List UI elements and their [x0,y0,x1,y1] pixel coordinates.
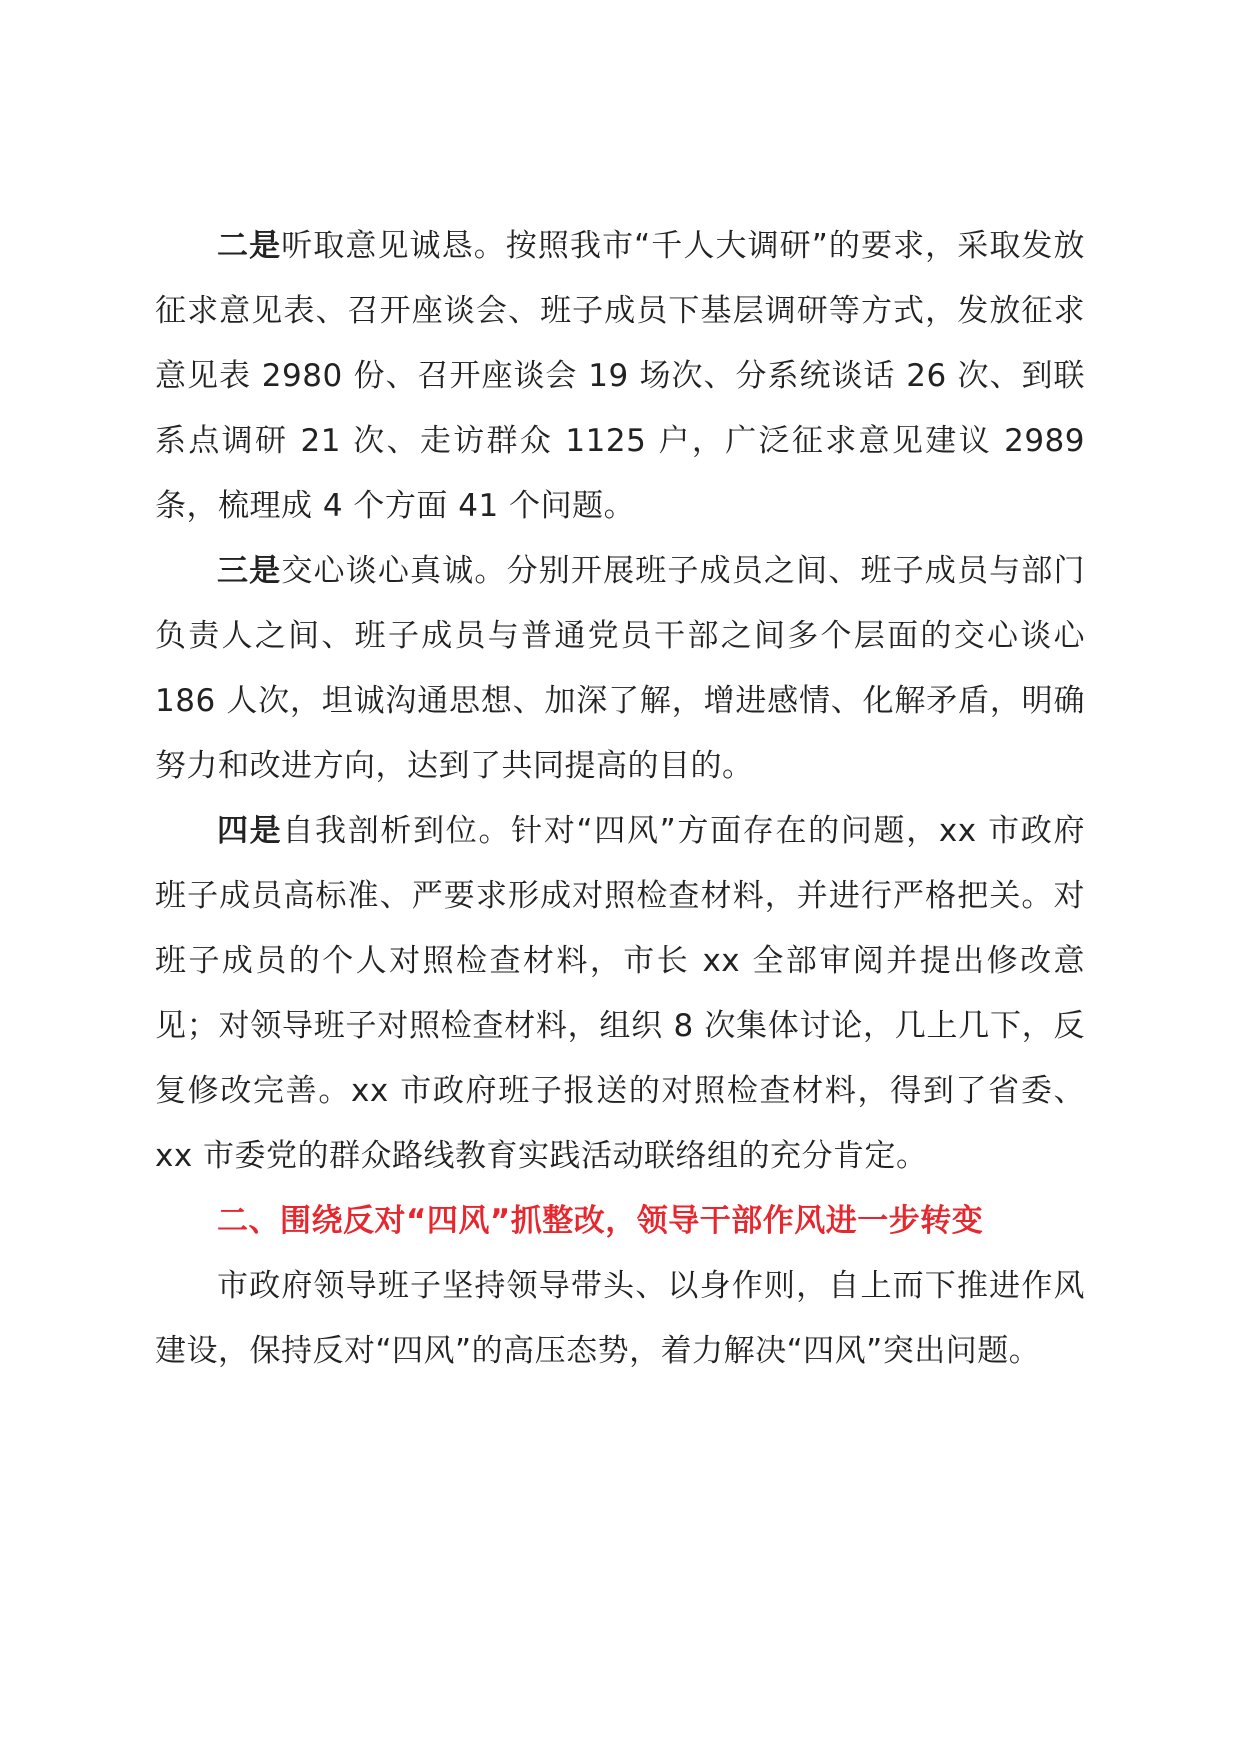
paragraph-lead: 三是 [217,553,282,589]
document-page [155,214,1085,1384]
paragraph-text: 交心谈心真诚。分别开展班子成员之间、班子成员与部门负责人之间、班子成员与普通党员干部之间多个层面的交心谈心 186 人次，坦诚沟通思想、加深了解，增进感情、化解矛盾，明确努力和改进方向，达到了共同提高的目的。 [155,553,1086,784]
section-heading: 二、围绕反对“四风”抓整改，领导干部作风进一步转变 [217,1203,984,1239]
paragraph-lead: 二是 [217,228,282,264]
paragraph-er-shi [155,214,1085,539]
closing-paragraph: 市政府领导班子坚持领导带头、以身作则，自上而下推进作风建设，保持反对“四风”的高压态势，着力解决“四风”突出问题。 [155,1268,1085,1369]
paragraph-si-shi [155,799,1085,1189]
paragraph-text: 自我剖析到位。针对“四风”方面存在的问题，xx 市政府班子成员高标准、严要求形成对照检查材料，并进行严格把关。对班子成员的个人对照检查材料，市长 xx 全部审阅并提出修改意见；对领导班子对照检查材料，组织 8 次集体讨论，几上几下，反复修改完善。xx 市政府班子报送的对照检查材料，得到了省委、xx 市委党的群众路线教育实践活动联络组的充分肯定。 [155,813,1085,1174]
paragraph-text: 听取意见诚恳。按照我市“千人大调研”的要求，采取发放征求意见表、召开座谈会、班子成员下基层调研等方式，发放征求意见表 2980 份、召开座谈会 19 场次、分系统谈话 26 次、到联系点调研 21 次、走访群众 1125 户，广泛征求意见建议 2989 条，梳理成 4 个方面 41 个问题。 [155,228,1086,524]
paragraph-san-shi [155,539,1085,799]
paragraph-lead: 四是 [217,813,283,849]
